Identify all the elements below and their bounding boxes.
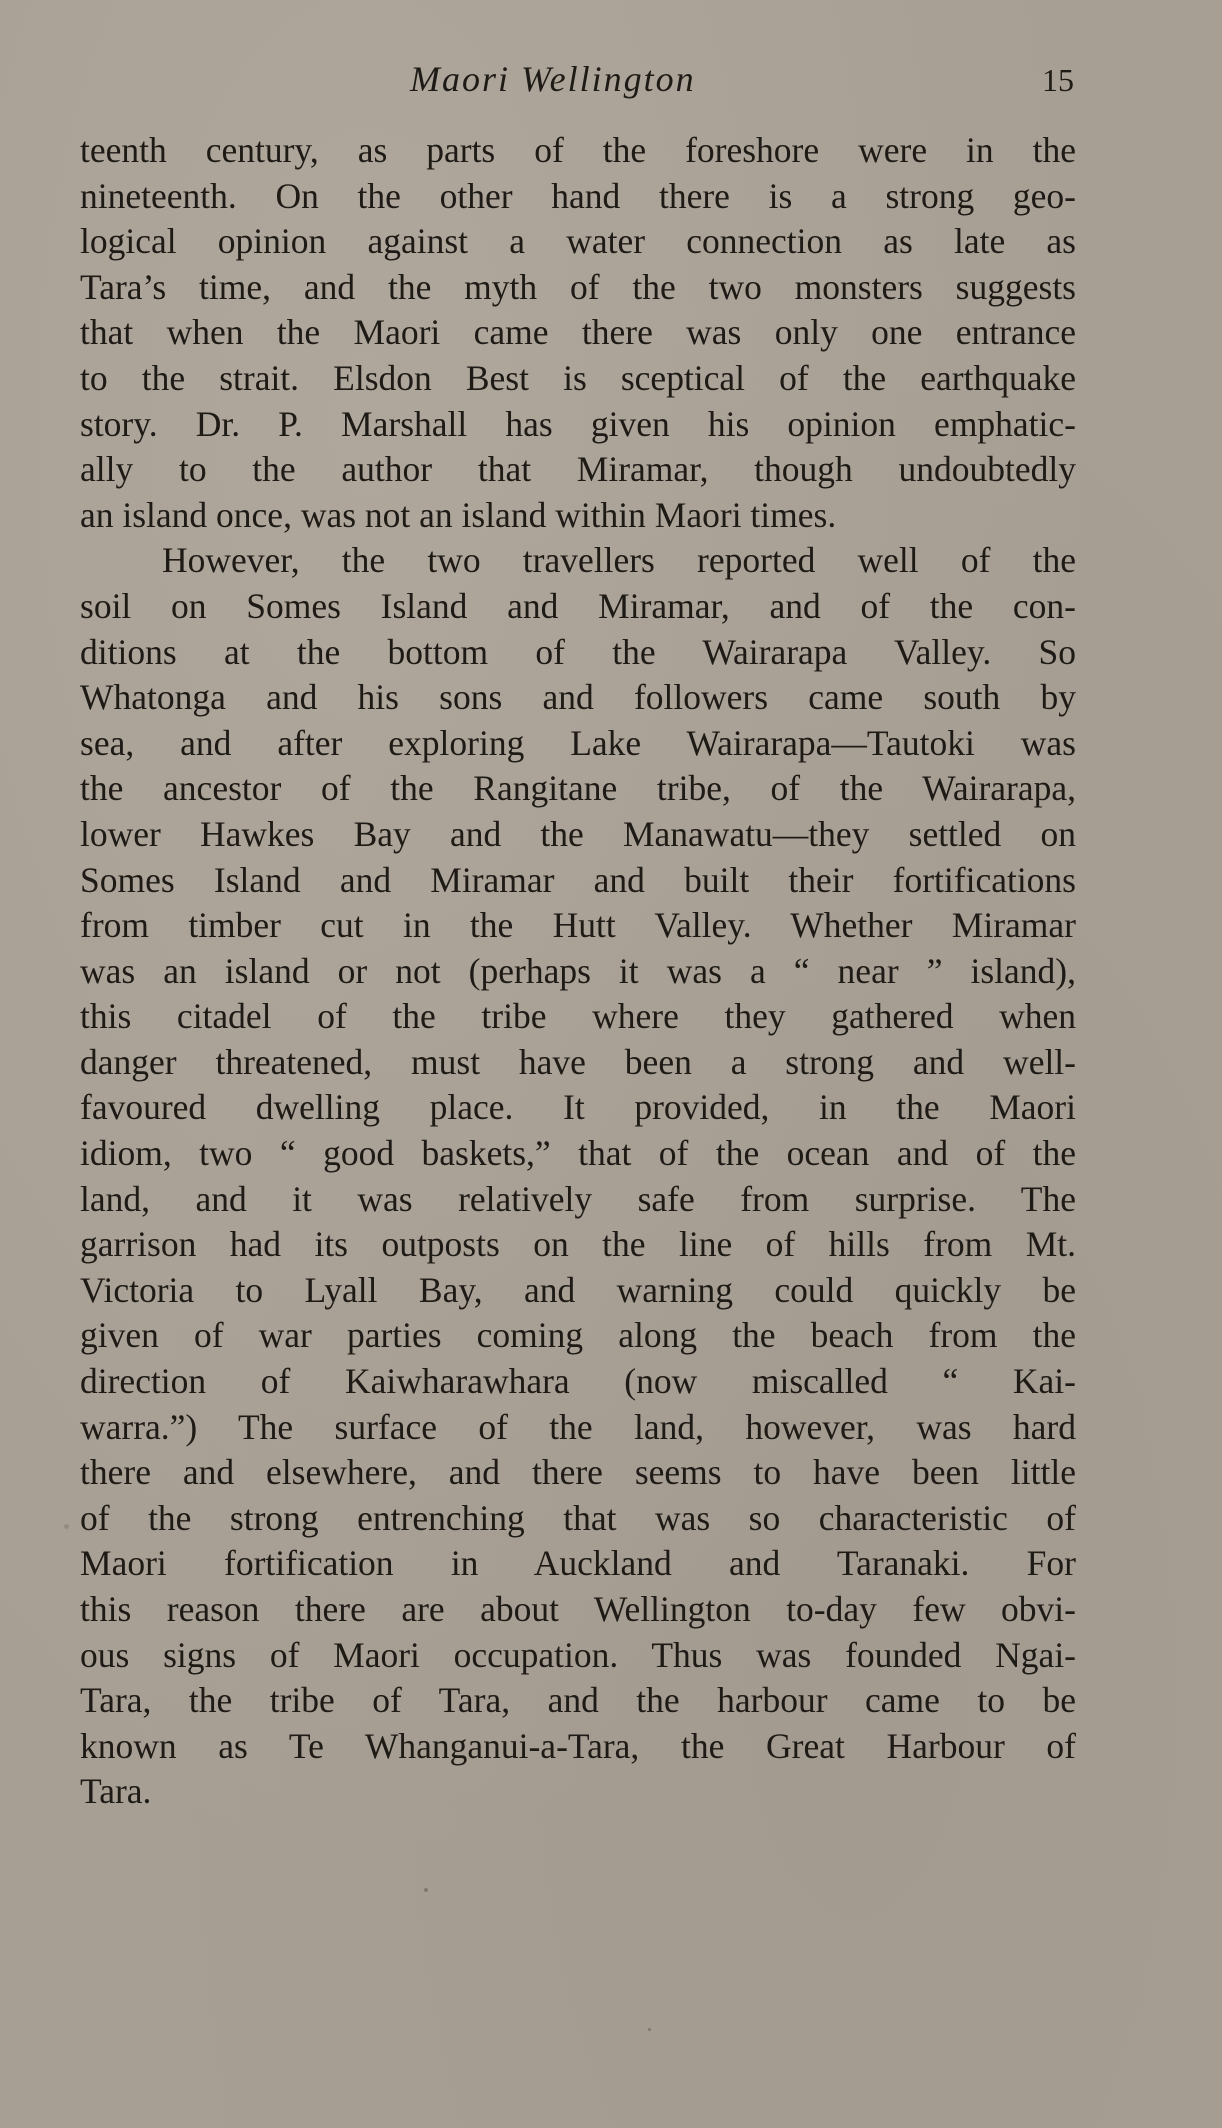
paper-speck xyxy=(64,1524,69,1529)
text-line: Maori fortification in Auckland and Taranaki. For xyxy=(80,1543,1076,1584)
text-line: the ancestor of the Rangitane tribe, of the Wairarapa, xyxy=(80,768,1076,809)
paragraph xyxy=(80,538,1076,1815)
text-line: However, the two travellers reported well of the xyxy=(162,540,1076,581)
paper-speck xyxy=(424,1888,428,1892)
text-line: from timber cut in the Hutt Valley. Whether Miramar xyxy=(80,905,1076,946)
text-line: lower Hawkes Bay and the Manawatu—they settled on xyxy=(80,813,1076,854)
text-line: known as Te Whanganui-a-Tara, the Great Harbour of xyxy=(80,1725,1076,1766)
text-line: nineteenth. On the other hand there is a strong geo- xyxy=(80,175,1076,216)
text-line: Tara, the tribe of Tara, and the harbour came to be xyxy=(80,1680,1076,1721)
text-line: land, and it was relatively safe from surprise. The xyxy=(80,1178,1076,1219)
body-text xyxy=(80,128,1076,1815)
text-line: to the strait. Elsdon Best is sceptical of the earthquake xyxy=(80,357,1076,398)
page-number: 15 xyxy=(1042,62,1074,98)
text-line: was an island or not (perhaps it was a “ near ” island), xyxy=(80,950,1076,991)
text-line: this citadel of the tribe where they gathered when xyxy=(80,996,1076,1037)
paragraph xyxy=(80,128,1076,538)
running-head xyxy=(0,58,1222,108)
text-line: favoured dwelling place. It provided, in the Maori xyxy=(80,1087,1076,1128)
text-line: direction of Kaiwharawhara (now miscalled “ Kai- xyxy=(80,1361,1076,1402)
text-line: Whatonga and his sons and followers came south by xyxy=(80,677,1076,718)
text-line: ous signs of Maori occupation. Thus was founded Ngai- xyxy=(80,1634,1076,1675)
text-line: that when the Maori came there was only one entrance xyxy=(80,312,1076,353)
text-line: garrison had its outposts on the line of hills from Mt. xyxy=(80,1224,1076,1265)
text-line: there and elsewhere, and there seems to have been little xyxy=(80,1452,1076,1493)
text-line: sea, and after exploring Lake Wairarapa—Tautoki was xyxy=(80,722,1076,763)
text-line: Tara’s time, and the myth of the two monsters suggests xyxy=(80,266,1076,307)
text-line: of the strong entrenching that was so characteristic of xyxy=(80,1497,1076,1538)
running-title: Maori Wellington xyxy=(410,59,696,99)
text-line: danger threatened, must have been a strong and well- xyxy=(80,1041,1076,1082)
text-line: teenth century, as parts of the foreshore were in the xyxy=(80,130,1076,170)
text-line: Victoria to Lyall Bay, and warning could quickly be xyxy=(80,1269,1076,1310)
text-line: an island once, was not an island within Maori times. xyxy=(80,494,837,535)
text-line: Tara. xyxy=(80,1771,152,1812)
text-line: ditions at the bottom of the Wairarapa Valley. So xyxy=(80,631,1076,672)
text-line: idiom, two “ good baskets,” that of the ocean and of the xyxy=(80,1133,1076,1174)
text-line: soil on Somes Island and Miramar, and of the con- xyxy=(80,585,1076,626)
paper-speck xyxy=(648,2028,651,2031)
text-line: logical opinion against a water connection as late as xyxy=(80,221,1076,262)
text-line: warra.”) The surface of the land, however, was hard xyxy=(80,1406,1076,1447)
text-line: given of war parties coming along the beach from the xyxy=(80,1315,1076,1356)
text-line: this reason there are about Wellington to-day few obvi- xyxy=(80,1589,1076,1629)
text-line: ally to the author that Miramar, though undoubtedly xyxy=(80,449,1076,490)
text-line: Somes Island and Miramar and built their fortifications xyxy=(80,859,1076,900)
text-line: story. Dr. P. Marshall has given his opinion emphatic- xyxy=(80,403,1076,444)
